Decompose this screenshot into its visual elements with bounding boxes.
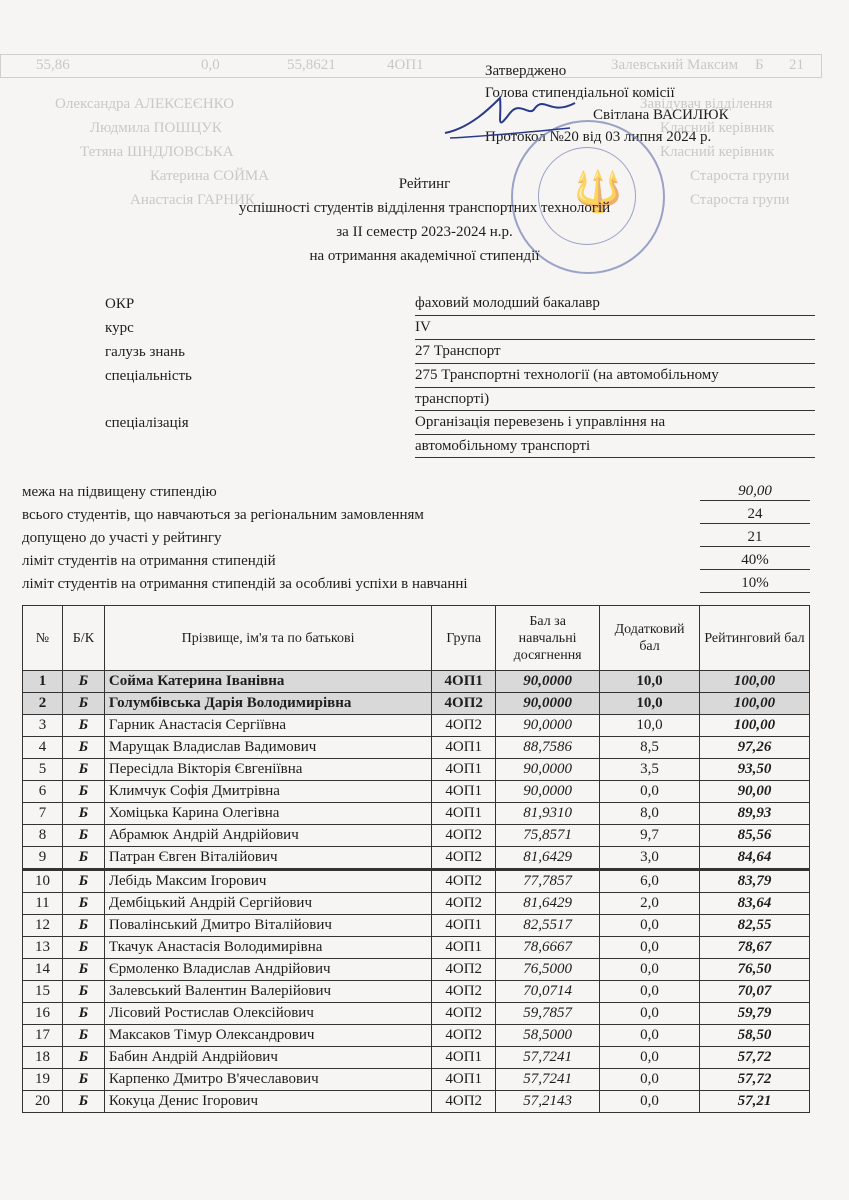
ghost-line-left: Завідувач відділення bbox=[640, 96, 773, 112]
limit-label: ліміт студентів на отримання стипендій за особливі успіхи в навчанні bbox=[22, 576, 468, 592]
group: 4ОП2 bbox=[432, 715, 496, 737]
info-row bbox=[105, 340, 815, 364]
extra-points: 3,0 bbox=[600, 847, 700, 870]
student-name: Кокуца Денис Ігорович bbox=[104, 1091, 431, 1113]
student-name: Повалінський Дмитро Віталійович bbox=[104, 915, 431, 937]
group: 4ОП2 bbox=[432, 893, 496, 915]
table-row bbox=[23, 715, 810, 737]
extra-points: 6,0 bbox=[600, 870, 700, 893]
funding-type: Б bbox=[62, 671, 104, 693]
table-header-row bbox=[23, 606, 810, 671]
row-number: 13 bbox=[23, 937, 63, 959]
extra-points: 9,7 bbox=[600, 825, 700, 847]
rating-score: 58,50 bbox=[700, 1025, 810, 1047]
table-row bbox=[23, 1091, 810, 1113]
rating-score: 76,50 bbox=[700, 959, 810, 981]
handwritten-signature bbox=[440, 88, 580, 148]
academic-score: 90,0000 bbox=[496, 671, 600, 693]
student-name: Гарник Анастасія Сергіївна bbox=[104, 715, 431, 737]
ghost-cell: Залевський Максим bbox=[611, 57, 739, 73]
academic-score: 57,7241 bbox=[496, 1069, 600, 1091]
row-number: 2 bbox=[23, 693, 63, 715]
academic-score: 57,2143 bbox=[496, 1091, 600, 1113]
extra-points: 0,0 bbox=[600, 915, 700, 937]
student-name: Климчук Софія Дмитрівна bbox=[104, 781, 431, 803]
funding-type: Б bbox=[62, 1025, 104, 1047]
program-info bbox=[105, 292, 815, 458]
funding-type: Б bbox=[62, 1091, 104, 1113]
limit-value: 90,00 bbox=[700, 483, 810, 501]
group: 4ОП2 bbox=[432, 1025, 496, 1047]
funding-type: Б bbox=[62, 825, 104, 847]
extra-points: 0,0 bbox=[600, 1091, 700, 1113]
info-value: фаховий молодший бакалавр bbox=[415, 292, 815, 316]
extra-points: 8,5 bbox=[600, 737, 700, 759]
info-key: ОКР bbox=[105, 296, 135, 312]
ghost-cell: 55,86 bbox=[36, 57, 70, 73]
info-row bbox=[105, 316, 815, 340]
group: 4ОП2 bbox=[432, 847, 496, 870]
table-row bbox=[23, 959, 810, 981]
table-row bbox=[23, 870, 810, 893]
table-row bbox=[23, 825, 810, 847]
academic-score: 82,5517 bbox=[496, 915, 600, 937]
ghost-cell: 55,8621 bbox=[287, 57, 336, 73]
approval-position: Голова стипендіальної комісії bbox=[485, 85, 675, 101]
group: 4ОП2 bbox=[432, 959, 496, 981]
ghost-cell: 4ОП1 bbox=[387, 57, 424, 73]
extra-points: 0,0 bbox=[600, 959, 700, 981]
info-value: 27 Транспорт bbox=[415, 340, 815, 364]
info-row bbox=[105, 435, 815, 458]
info-key: галузь знань bbox=[105, 344, 185, 360]
student-name: Лебідь Максим Ігорович bbox=[104, 870, 431, 893]
rating-score: 78,67 bbox=[700, 937, 810, 959]
table-row bbox=[23, 1025, 810, 1047]
table-row bbox=[23, 693, 810, 715]
rating-score: 82,55 bbox=[700, 915, 810, 937]
row-number: 16 bbox=[23, 1003, 63, 1025]
group: 4ОП1 bbox=[432, 915, 496, 937]
student-name: Сойма Катерина Іванівна bbox=[104, 671, 431, 693]
student-name: Бабин Андрій Андрійович bbox=[104, 1047, 431, 1069]
table-row bbox=[23, 671, 810, 693]
funding-type: Б bbox=[62, 759, 104, 781]
student-name: Хоміцька Карина Олегівна bbox=[104, 803, 431, 825]
student-name: Ткачук Анастасія Володимирівна bbox=[104, 937, 431, 959]
extra-points: 8,0 bbox=[600, 803, 700, 825]
ghost-line-right: Катерина СОЙМА bbox=[150, 168, 270, 184]
col-header-number: № bbox=[23, 606, 63, 671]
rating-score: 70,07 bbox=[700, 981, 810, 1003]
row-number: 9 bbox=[23, 847, 63, 870]
col-header-name: Прізвище, ім'я та по батькові bbox=[104, 606, 431, 671]
group: 4ОП1 bbox=[432, 737, 496, 759]
student-name: Єрмоленко Владислав Андрійович bbox=[104, 959, 431, 981]
limit-row bbox=[22, 547, 810, 570]
rating-score: 100,00 bbox=[700, 693, 810, 715]
ghost-line-right: Анастасія ГАРНИК bbox=[130, 192, 255, 208]
limit-row bbox=[22, 501, 810, 524]
info-key: курс bbox=[105, 320, 134, 336]
funding-type: Б bbox=[62, 737, 104, 759]
student-name: Голумбівська Дарія Володимирівна bbox=[104, 693, 431, 715]
row-number: 8 bbox=[23, 825, 63, 847]
student-name: Дембіцький Андрій Сергійович bbox=[104, 893, 431, 915]
limit-value: 24 bbox=[700, 506, 810, 524]
limit-label: ліміт студентів на отримання стипендій bbox=[22, 553, 276, 569]
scholarship-limits bbox=[22, 478, 810, 593]
table-row bbox=[23, 981, 810, 1003]
group: 4ОП1 bbox=[432, 1047, 496, 1069]
academic-score: 76,5000 bbox=[496, 959, 600, 981]
rating-score: 100,00 bbox=[700, 715, 810, 737]
extra-points: 10,0 bbox=[600, 671, 700, 693]
row-number: 12 bbox=[23, 915, 63, 937]
rating-score: 89,93 bbox=[700, 803, 810, 825]
info-value: Організація перевезень і управління на bbox=[415, 411, 815, 435]
title-line: на отримання академічної стипендії bbox=[309, 248, 540, 264]
funding-type: Б bbox=[62, 847, 104, 870]
rating-score: 83,79 bbox=[700, 870, 810, 893]
rating-score: 85,56 bbox=[700, 825, 810, 847]
student-name: Максаков Тімур Олександрович bbox=[104, 1025, 431, 1047]
table-row bbox=[23, 781, 810, 803]
group: 4ОП1 bbox=[432, 1069, 496, 1091]
academic-score: 70,0714 bbox=[496, 981, 600, 1003]
row-number: 5 bbox=[23, 759, 63, 781]
funding-type: Б bbox=[62, 893, 104, 915]
funding-type: Б bbox=[62, 781, 104, 803]
limit-value: 40% bbox=[700, 552, 810, 570]
col-header-academic-score: Бал за навчальні досягнення bbox=[496, 606, 600, 671]
row-number: 15 bbox=[23, 981, 63, 1003]
extra-points: 0,0 bbox=[600, 1025, 700, 1047]
academic-score: 90,0000 bbox=[496, 693, 600, 715]
funding-type: Б bbox=[62, 937, 104, 959]
limit-label: допущено до участі у рейтингу bbox=[22, 530, 222, 546]
table-row bbox=[23, 847, 810, 870]
approval-name: Світлана ВАСИЛЮК bbox=[593, 107, 729, 123]
academic-score: 77,7857 bbox=[496, 870, 600, 893]
table-row bbox=[23, 803, 810, 825]
row-number: 4 bbox=[23, 737, 63, 759]
group: 4ОП1 bbox=[432, 937, 496, 959]
student-name: Абрамюк Андрій Андрійович bbox=[104, 825, 431, 847]
funding-type: Б bbox=[62, 803, 104, 825]
extra-points: 0,0 bbox=[600, 937, 700, 959]
group: 4ОП1 bbox=[432, 759, 496, 781]
academic-score: 59,7857 bbox=[496, 1003, 600, 1025]
approval-heading: Затверджено bbox=[485, 63, 567, 79]
rating-score: 97,26 bbox=[700, 737, 810, 759]
extra-points: 10,0 bbox=[600, 693, 700, 715]
col-header-rating-score: Рейтинговий бал bbox=[700, 606, 810, 671]
rating-score: 90,00 bbox=[700, 781, 810, 803]
funding-type: Б bbox=[62, 1003, 104, 1025]
rating-score: 57,72 bbox=[700, 1047, 810, 1069]
info-value: 275 Транспортні технології (на автомобільному bbox=[415, 364, 815, 388]
row-number: 1 bbox=[23, 671, 63, 693]
academic-score: 90,0000 bbox=[496, 715, 600, 737]
row-number: 10 bbox=[23, 870, 63, 893]
ghost-cell: Б bbox=[755, 57, 764, 73]
row-number: 19 bbox=[23, 1069, 63, 1091]
trident-emblem-icon: 🔱 bbox=[573, 169, 623, 214]
limit-value: 10% bbox=[700, 575, 810, 593]
extra-points: 0,0 bbox=[600, 1003, 700, 1025]
funding-type: Б bbox=[62, 981, 104, 1003]
title-line: успішності студентів відділення транспортних технологій bbox=[238, 200, 611, 216]
rating-score: 57,21 bbox=[700, 1091, 810, 1113]
academic-score: 81,6429 bbox=[496, 893, 600, 915]
limit-row bbox=[22, 570, 810, 593]
limit-row bbox=[22, 478, 810, 501]
row-number: 17 bbox=[23, 1025, 63, 1047]
ghost-line-left: Класний керівник bbox=[660, 144, 775, 160]
table-body bbox=[23, 671, 810, 1113]
ghost-cell: 21 bbox=[789, 57, 804, 73]
group: 4ОП1 bbox=[432, 671, 496, 693]
col-header-group: Група bbox=[432, 606, 496, 671]
table-row bbox=[23, 915, 810, 937]
info-key: спеціалізація bbox=[105, 415, 189, 431]
table-row bbox=[23, 1003, 810, 1025]
academic-score: 90,0000 bbox=[496, 759, 600, 781]
rating-score: 59,79 bbox=[700, 1003, 810, 1025]
academic-score: 81,9310 bbox=[496, 803, 600, 825]
ghost-cell: 0,0 bbox=[201, 57, 220, 73]
table-row bbox=[23, 1069, 810, 1091]
ghost-line-left: Класний керівник bbox=[660, 120, 775, 136]
info-row bbox=[105, 364, 815, 388]
funding-type: Б bbox=[62, 1047, 104, 1069]
table-row bbox=[23, 937, 810, 959]
academic-score: 75,8571 bbox=[496, 825, 600, 847]
rating-table bbox=[22, 605, 810, 1113]
table-row bbox=[23, 893, 810, 915]
ghost-line-right: Тетяна ШНДЛОВСЬКА bbox=[80, 144, 234, 160]
row-number: 18 bbox=[23, 1047, 63, 1069]
ghost-line-right: Олександра АЛЕКСЕЄНКО bbox=[55, 96, 235, 112]
document-title bbox=[0, 172, 849, 268]
limit-value: 21 bbox=[700, 529, 810, 547]
group: 4ОП2 bbox=[432, 1003, 496, 1025]
student-name: Лісовий Ростислав Олексійович bbox=[104, 1003, 431, 1025]
student-name: Залевський Валентин Валерійович bbox=[104, 981, 431, 1003]
info-value: IV bbox=[415, 316, 815, 340]
funding-type: Б bbox=[62, 915, 104, 937]
row-number: 11 bbox=[23, 893, 63, 915]
approval-protocol: Протокол №20 від 03 липня 2024 р. bbox=[485, 129, 712, 145]
extra-points: 3,5 bbox=[600, 759, 700, 781]
extra-points: 0,0 bbox=[600, 1047, 700, 1069]
limit-label: межа на підвищену стипендію bbox=[22, 484, 217, 500]
row-number: 6 bbox=[23, 781, 63, 803]
row-number: 20 bbox=[23, 1091, 63, 1113]
funding-type: Б bbox=[62, 715, 104, 737]
title-line: Рейтинг bbox=[398, 176, 451, 192]
group: 4ОП2 bbox=[432, 693, 496, 715]
col-header-funding: Б/К bbox=[62, 606, 104, 671]
rating-score: 83,64 bbox=[700, 893, 810, 915]
extra-points: 10,0 bbox=[600, 715, 700, 737]
table-row bbox=[23, 1047, 810, 1069]
title-line: за II семестр 2023-2024 н.р. bbox=[336, 224, 513, 240]
info-value-cont: транспорті) bbox=[415, 388, 815, 411]
ghost-line-right: Людмила ПОШЦУК bbox=[90, 120, 222, 136]
academic-score: 81,6429 bbox=[496, 847, 600, 870]
info-key: спеціальність bbox=[105, 368, 192, 384]
limit-row bbox=[22, 524, 810, 547]
table-row bbox=[23, 737, 810, 759]
group: 4ОП2 bbox=[432, 825, 496, 847]
table-row bbox=[23, 759, 810, 781]
info-row bbox=[105, 292, 815, 316]
academic-score: 78,6667 bbox=[496, 937, 600, 959]
rating-score: 100,00 bbox=[700, 671, 810, 693]
rating-score: 93,50 bbox=[700, 759, 810, 781]
funding-type: Б bbox=[62, 1069, 104, 1091]
ghost-line-left: Староста групи bbox=[690, 168, 790, 184]
info-row bbox=[105, 411, 815, 435]
student-name: Марущак Владислав Вадимович bbox=[104, 737, 431, 759]
row-number: 7 bbox=[23, 803, 63, 825]
student-name: Патран Євген Віталійович bbox=[104, 847, 431, 870]
group: 4ОП2 bbox=[432, 870, 496, 893]
extra-points: 0,0 bbox=[600, 781, 700, 803]
rating-score: 57,72 bbox=[700, 1069, 810, 1091]
student-name: Карпенко Дмитро В'ячеславович bbox=[104, 1069, 431, 1091]
funding-type: Б bbox=[62, 959, 104, 981]
ghost-line-left: Староста групи bbox=[690, 192, 790, 208]
group: 4ОП2 bbox=[432, 1091, 496, 1113]
academic-score: 58,5000 bbox=[496, 1025, 600, 1047]
academic-score: 90,0000 bbox=[496, 781, 600, 803]
limit-label: всього студентів, що навчаються за регіональним замовленням bbox=[22, 507, 424, 523]
extra-points: 0,0 bbox=[600, 1069, 700, 1091]
academic-score: 88,7586 bbox=[496, 737, 600, 759]
group: 4ОП1 bbox=[432, 781, 496, 803]
row-number: 14 bbox=[23, 959, 63, 981]
info-row bbox=[105, 388, 815, 411]
row-number: 3 bbox=[23, 715, 63, 737]
extra-points: 2,0 bbox=[600, 893, 700, 915]
funding-type: Б bbox=[62, 870, 104, 893]
group: 4ОП1 bbox=[432, 803, 496, 825]
funding-type: Б bbox=[62, 693, 104, 715]
info-value-cont: автомобільному транспорті bbox=[415, 435, 815, 458]
academic-score: 57,7241 bbox=[496, 1047, 600, 1069]
rating-score: 84,64 bbox=[700, 847, 810, 870]
col-header-extra-points: Додатковий бал bbox=[600, 606, 700, 671]
group: 4ОП2 bbox=[432, 981, 496, 1003]
extra-points: 0,0 bbox=[600, 981, 700, 1003]
student-name: Пересідла Вікторія Євгеніївна bbox=[104, 759, 431, 781]
